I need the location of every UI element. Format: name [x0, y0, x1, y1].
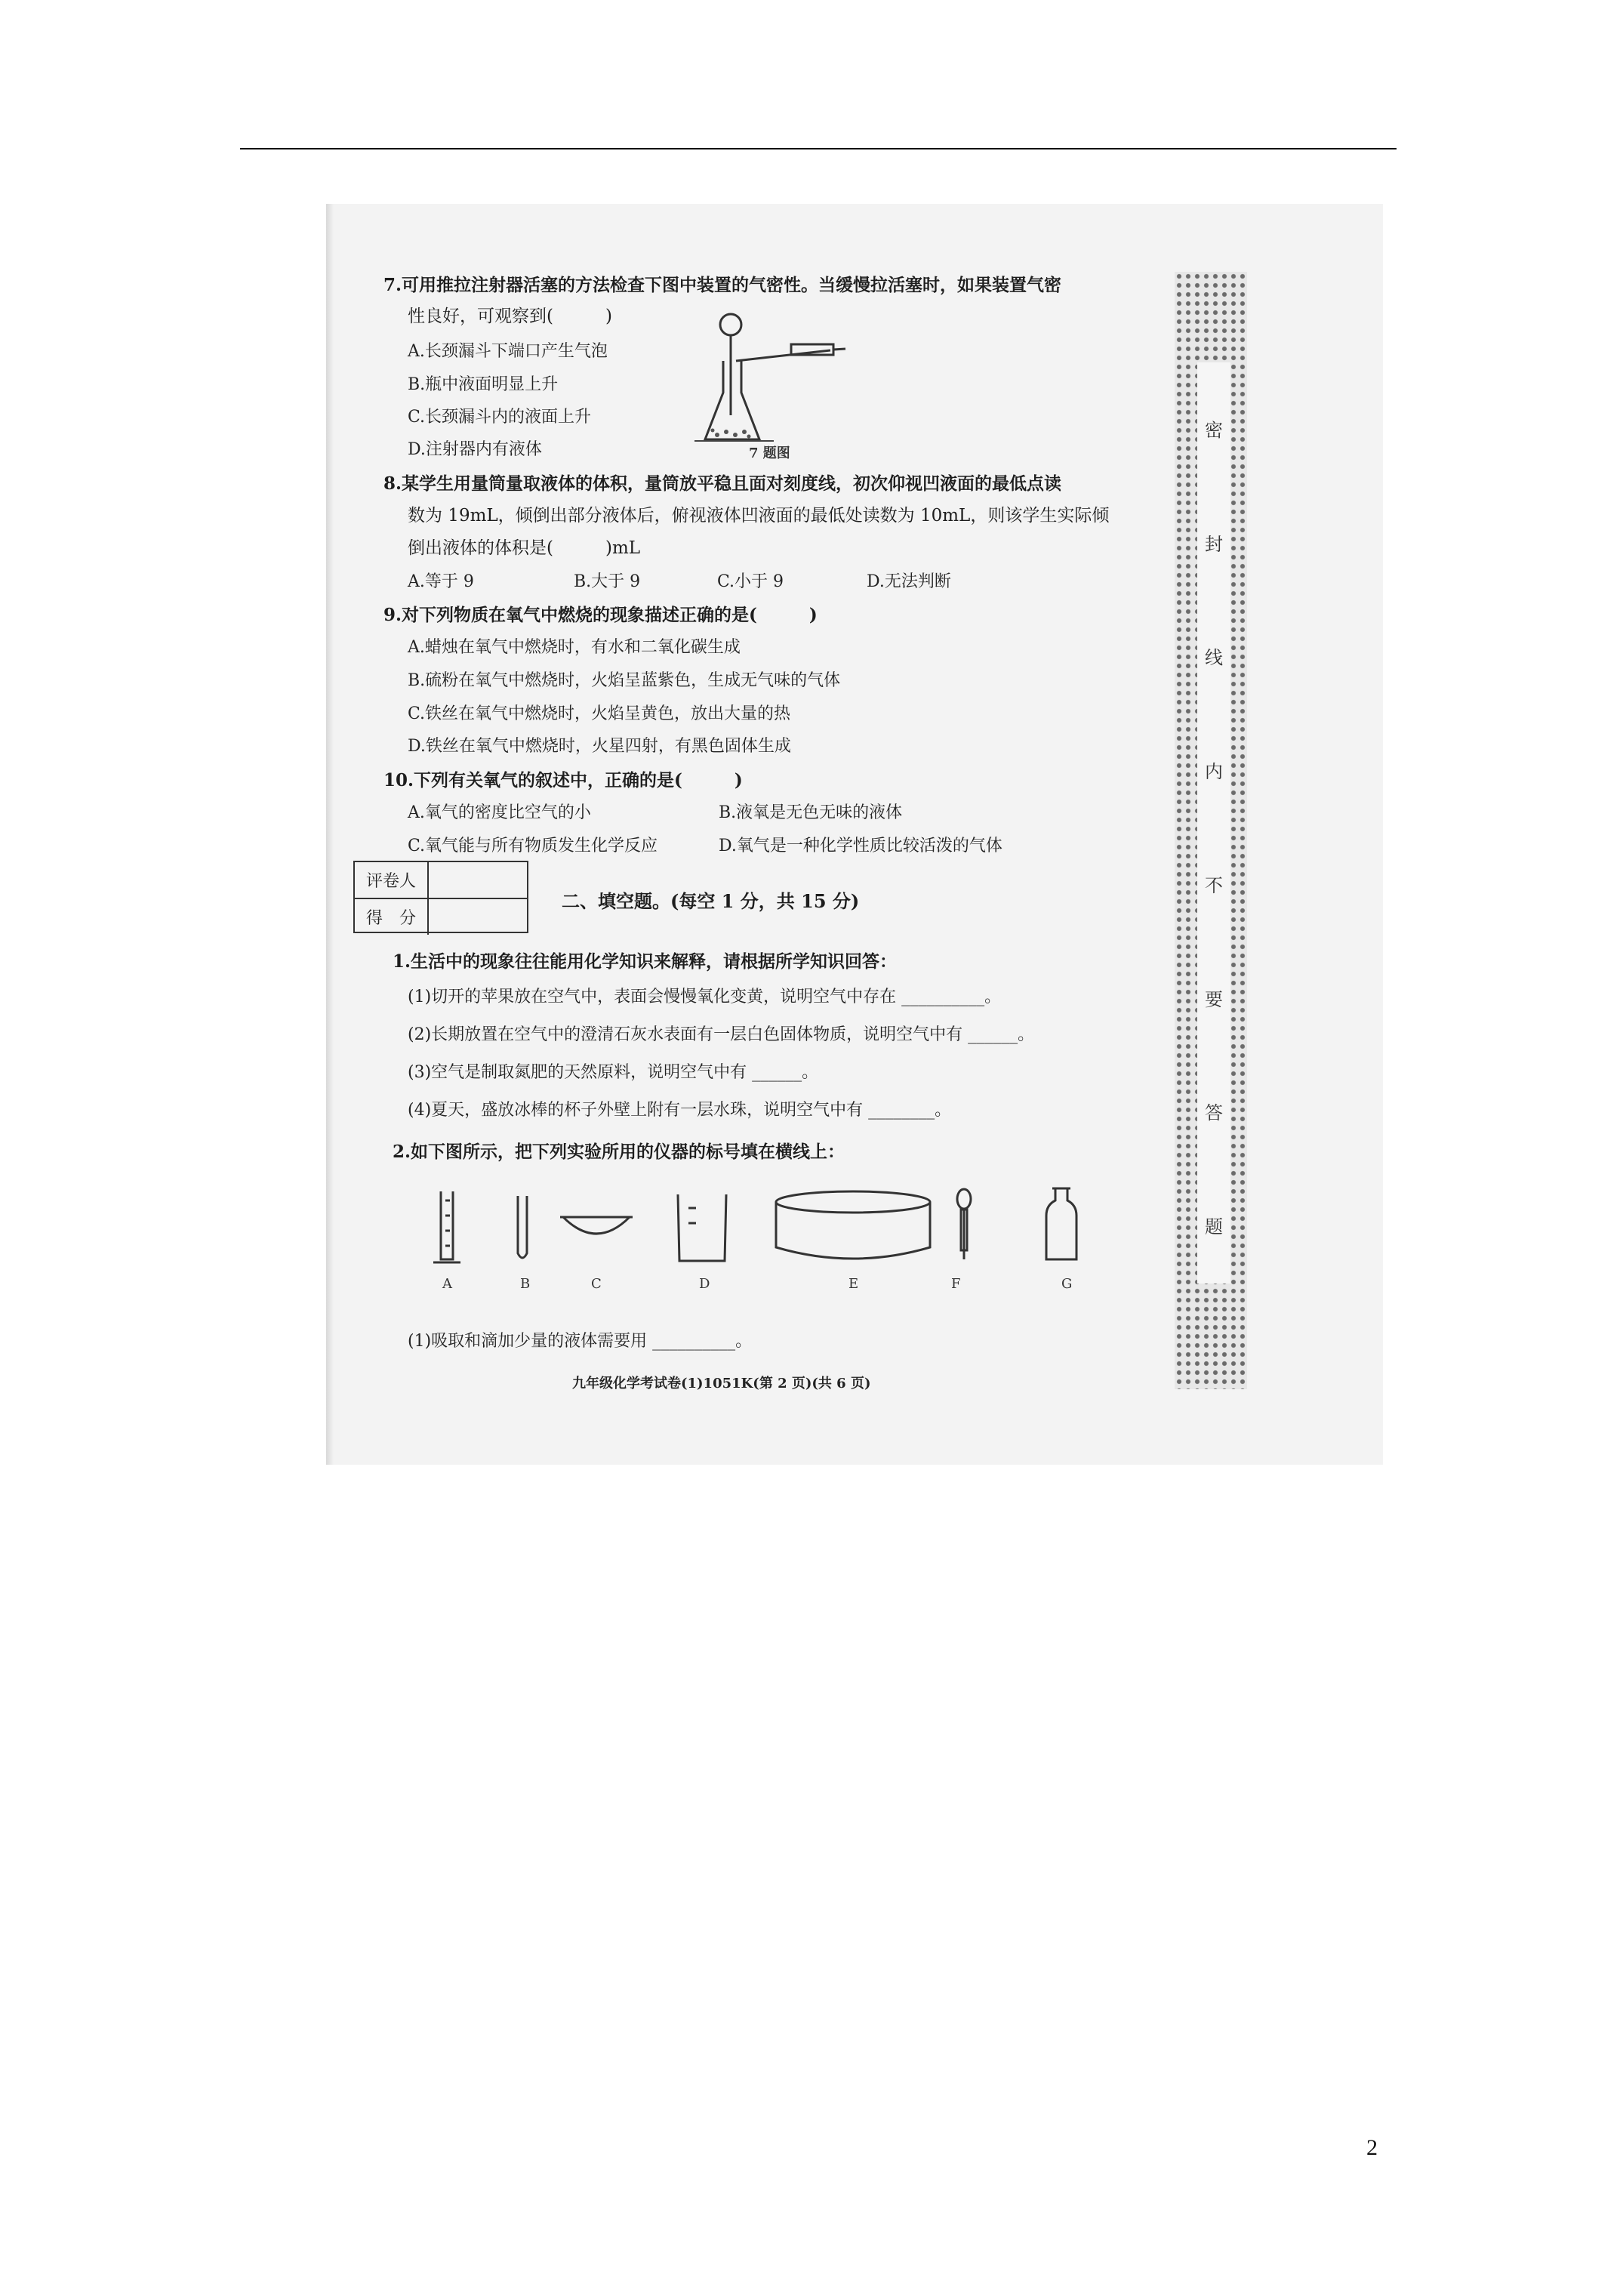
exam-footer: 九年级化学考试卷(1)1051K(第 2 页)(共 6 页)	[572, 1376, 871, 1391]
q8-stem-line1: 8.某学生用量筒量取液体的体积，量筒放平稳且面对刻度线，初次仰视凹液面的最低点读	[383, 473, 1062, 494]
q9-option-d: D.铁丝在氧气中燃烧时，火星四射，有黑色固体生成	[408, 737, 791, 756]
sidebar-char: 题	[1205, 1216, 1223, 1237]
header-rule	[240, 148, 1397, 149]
binding-margin-text	[1197, 362, 1230, 1284]
instrument-label-f: F	[951, 1276, 961, 1292]
q9-stem: 9.对下列物质在氧气中燃烧的现象描述正确的是( )	[383, 605, 818, 625]
score-label: 得 分	[355, 899, 429, 935]
q9-option-a: A.蜡烛在氧气中燃烧时，有水和二氧化碳生成	[408, 638, 741, 657]
lab-instruments-figure	[423, 1178, 1102, 1276]
fill-q1-item-4: (4)夏天，盛放冰棒的杯子外壁上附有一层水珠，说明空气中有 ________。	[408, 1101, 952, 1120]
q9-option-c: C.铁丝在氧气中燃烧时，火焰呈黄色，放出大量的热	[408, 704, 791, 723]
score-row	[355, 898, 527, 935]
instrument-label-d: D	[699, 1276, 710, 1292]
q8-option-c: C.小于 9	[717, 572, 784, 591]
q7-apparatus-figure	[694, 302, 861, 453]
page-number: 2	[1366, 2135, 1378, 2160]
sidebar-char: 线	[1205, 647, 1223, 669]
sidebar-char: 要	[1205, 988, 1223, 1010]
instrument-label-c: C	[591, 1276, 602, 1292]
q7-stem-line2: 性良好，可观察到( )	[408, 307, 612, 326]
scan-edge-shadow	[326, 204, 334, 1465]
sidebar-char: 内	[1205, 761, 1223, 783]
q8-option-d: D.无法判断	[867, 572, 951, 591]
q10-option-b: B.液氧是无色无味的液体	[719, 803, 903, 822]
instrument-label-g: G	[1061, 1276, 1073, 1292]
q8-stem-line2: 数为 19mL，倾倒出部分液体后，俯视液体凹液面的最低处读数为 10mL，则该学生实际倾	[408, 506, 1110, 525]
section-2-title: 二、填空题。(每空 1 分，共 15 分)	[562, 890, 860, 912]
instrument-label-a: A	[442, 1276, 452, 1292]
sidebar-char: 不	[1205, 874, 1223, 896]
q7-stem-line1: 7.可用推拉注射器活塞的方法检查下图中装置的气密性。当缓慢拉活塞时，如果装置气密	[383, 275, 1062, 295]
q7-option-c: C.长颈漏斗内的液面上升	[408, 408, 592, 427]
q7-figure-caption: 7 题图	[749, 445, 790, 461]
sidebar-char: 答	[1205, 1102, 1223, 1124]
q8-stem-line3: 倒出液体的体积是( )mL	[408, 538, 641, 558]
fill-q1-item-3: (3)空气是制取氮肥的天然原料，说明空气中有 ______。	[408, 1063, 819, 1082]
q8-option-a: A.等于 9	[408, 572, 474, 591]
q8-option-b: B.大于 9	[574, 572, 641, 591]
reviewer-label: 评卷人	[355, 862, 429, 898]
reviewer-row	[355, 862, 527, 898]
q10-option-c: C.氧气能与所有物质发生化学反应	[408, 837, 658, 855]
sidebar-char: 密	[1205, 420, 1223, 441]
q7-option-a: A.长颈漏斗下端口产生气泡	[408, 342, 608, 361]
instrument-label-e: E	[848, 1276, 859, 1292]
q10-stem: 10.下列有关氧气的叙述中，正确的是( )	[383, 770, 743, 791]
sidebar-char: 封	[1205, 533, 1223, 555]
fill-q1-stem: 1.生活中的现象往往能用化学知识来解释，请根据所学知识回答：	[393, 951, 898, 972]
fill-q1-item-1: (1)切开的苹果放在空气中，表面会慢慢氧化变黄，说明空气中存在 __________。	[408, 988, 1002, 1006]
q7-option-b: B.瓶中液面明显上升	[408, 375, 559, 394]
q10-option-a: A.氧气的密度比空气的小	[408, 803, 591, 822]
fill-q2-item-1: (1)吸取和滴加少量的液体需要用 __________。	[408, 1332, 753, 1351]
score-box	[353, 861, 528, 933]
q9-option-b: B.硫粉在氧气中燃烧时，火焰呈蓝紫色，生成无气味的气体	[408, 671, 841, 690]
fill-q2-stem: 2.如下图所示，把下列实验所用的仪器的标号填在横线上：	[393, 1142, 845, 1162]
q10-option-d: D.氧气是一种化学性质比较活泼的气体	[719, 837, 1002, 855]
fill-q1-item-2: (2)长期放置在空气中的澄清石灰水表面有一层白色固体物质，说明空气中有 ______。	[408, 1025, 1035, 1044]
q7-option-d: D.注射器内有液体	[408, 440, 542, 459]
instrument-label-b: B	[520, 1276, 531, 1292]
